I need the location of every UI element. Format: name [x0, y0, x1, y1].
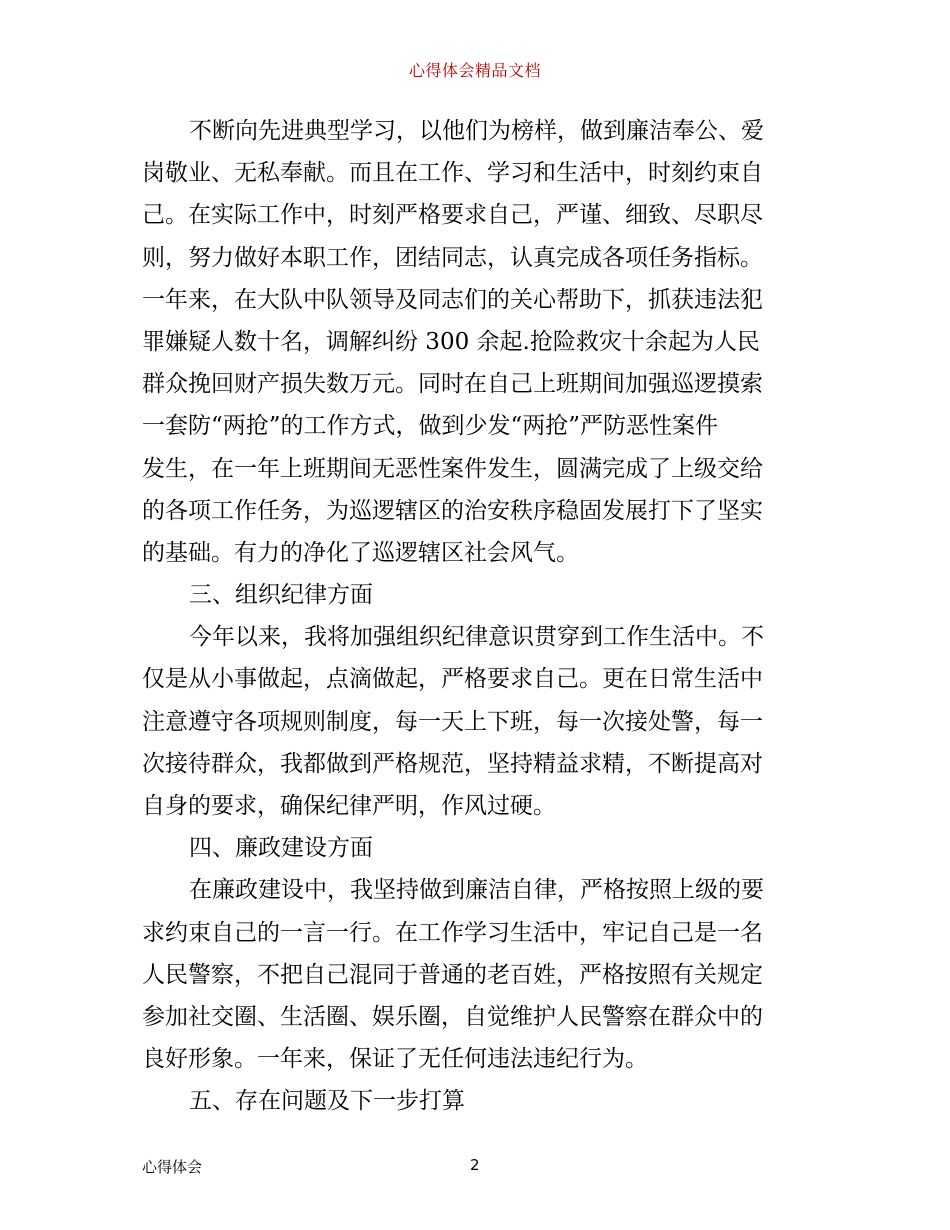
text-line: 的各项工作任务，为巡逻辖区的治安秩序稳固发展打下了坚实: [142, 497, 763, 524]
text-line: 发生，在一年上班期间无恶性案件发生，圆满完成了上级交给: [142, 455, 763, 482]
text-line: 良好形象。一年来，保证了无任何违法违纪行为。: [142, 1046, 648, 1073]
text-line: 一年来，在大队中队领导及同志们的关心帮助下，抓获违法犯: [142, 286, 763, 313]
text-line: 不断向先进典型学习，以他们为榜样，做到廉洁奉公、爱: [189, 118, 764, 144]
text-line: 求约束自己的一言一行。在工作学习生活中，牢记自己是一名: [142, 919, 763, 946]
text-line: 四、廉政建设方面: [189, 835, 373, 862]
document-body: [142, 110, 812, 1123]
text-line: 人民警察，不把自己混同于普通的老百姓，严格按照有关规定: [142, 961, 763, 988]
text-line: 自身的要求，确保纪律严明，作风过硬。: [142, 793, 556, 819]
text-line: 己。在实际工作中，时刻严格要求自己，严谨、细致、尽职尽: [142, 202, 763, 229]
text-line: 次接待群众，我都做到严格规范，坚持精益求精，不断提高对: [142, 750, 763, 777]
footer-label: 心得体会: [142, 1158, 203, 1176]
text-line: 参加社交圈、生活圈、娱乐圈，自觉维护人民警察在群众中的: [142, 1003, 763, 1030]
page-number: 2: [470, 1156, 480, 1174]
text-line: 五、存在问题及下一步打算: [189, 1088, 465, 1115]
text-line: 三、组织纪律方面: [189, 582, 373, 609]
text-line: 在廉政建设中，我坚持做到廉洁自律，严格按照上级的要: [189, 877, 764, 904]
text-line: 一套防“两抢”的工作方式，做到少发“两抢”严防恶性案件: [142, 413, 719, 440]
text-line: 岗敬业、无私奉献。而且在工作、学习和生活中，时刻约束自: [142, 160, 763, 187]
text-line: 今年以来，我将加强组织纪律意识贯穿到工作生活中。不: [189, 624, 764, 651]
text-line: 群众挽回财产损失数万元。同时在自己上班期间加强巡逻摸索: [142, 371, 763, 398]
text-line: 罪嫌疑人数十名，调解纠纷 300 余起.抢险救灾十余起为人民: [142, 328, 760, 355]
text-line: 的基础。有力的净化了巡逻辖区社会风气。: [142, 539, 579, 566]
text-line: 则，努力做好本职工作，团结同志，认真完成各项任务指标。: [142, 244, 763, 271]
text-line: 注意遵守各项规则制度，每一天上下班，每一次接处警，每一: [142, 708, 763, 735]
page-footer: [142, 1156, 812, 1178]
text-line: 仅是从小事做起，点滴做起，严格要求自己。更在日常生活中: [142, 666, 763, 693]
page-header-title: 心得体会精品文档: [408, 61, 541, 80]
